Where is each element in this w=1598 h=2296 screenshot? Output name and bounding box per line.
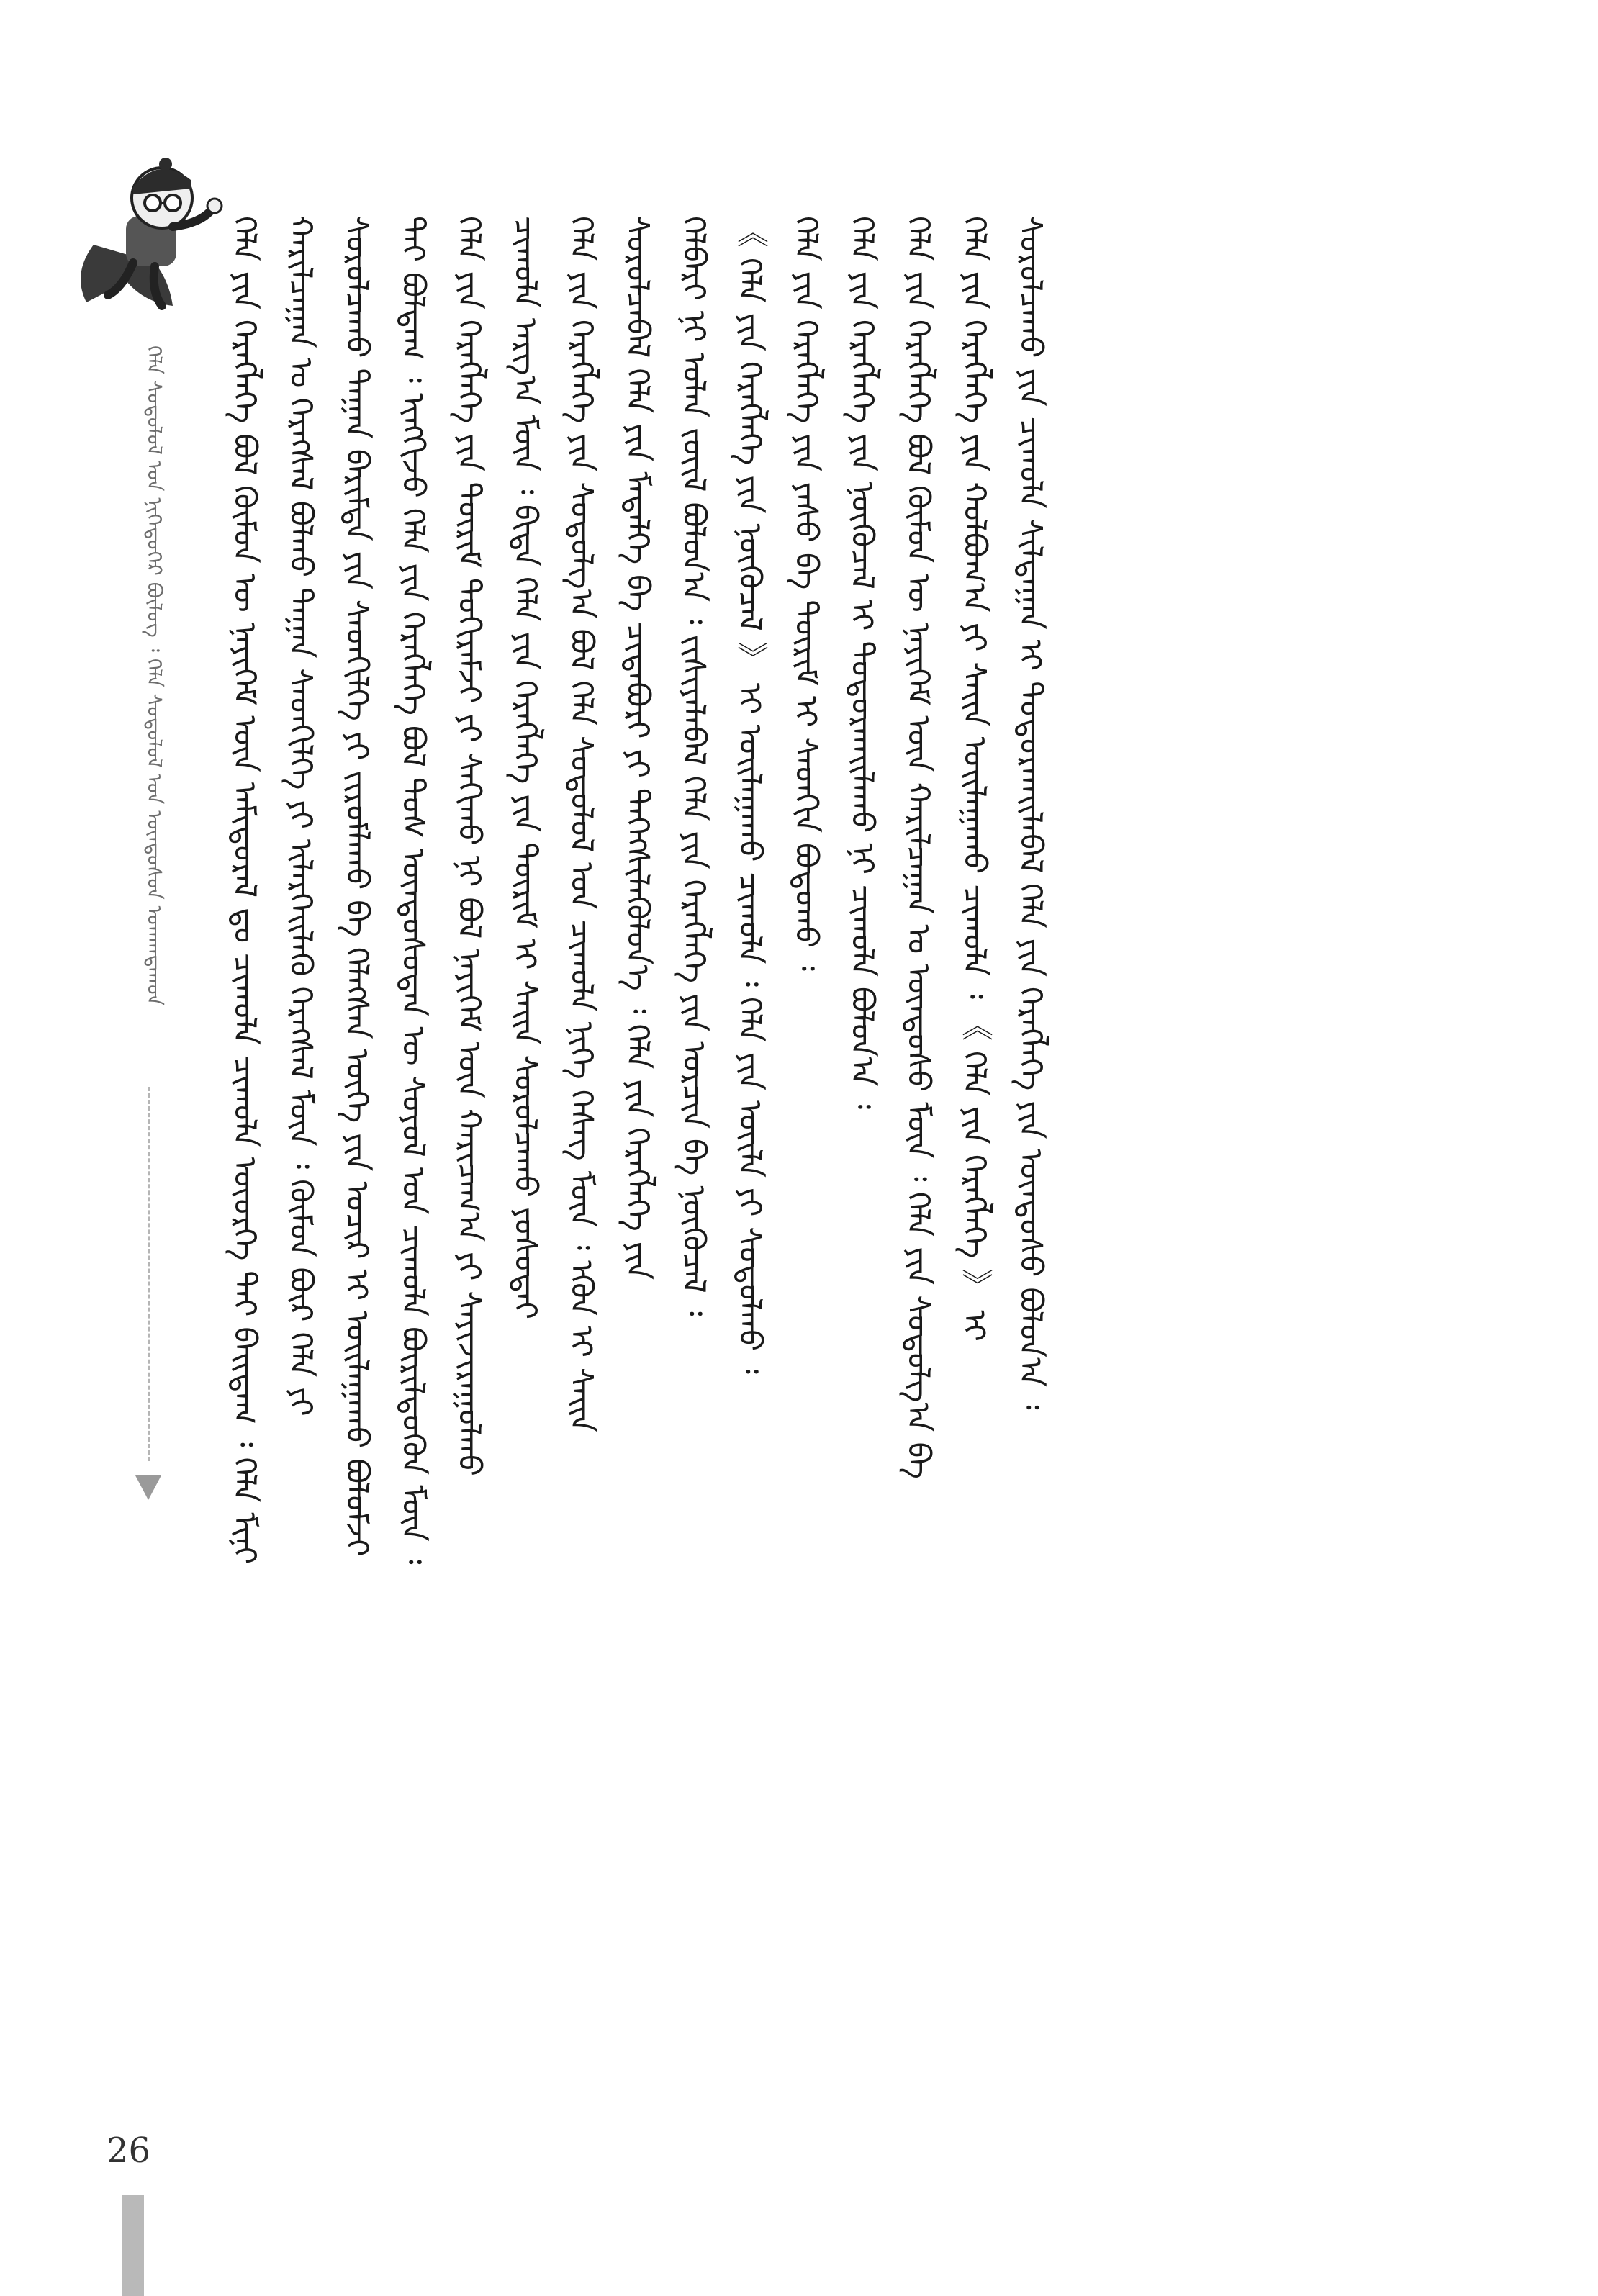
text-line: 《 ᠬᠡᠯᠡ ᠶᠢᠨ ᠬᠡᠷᠡᠭᠯᠡᠭᠡ ᠶᠢᠨ ᠨᠥᠬᠦᠴᠡᠯ 》 ᠢ ᠣᠢᠯᠠᠭᠠᠬᠤ ᠴᠢᠬᠤᠯᠠ ᠄ ᠬᠡᠯᠡ ᠶᠢᠨ ᠦᠢᠯᠡ ᠶᠢ ᠰᠤᠳᠤᠯᠬᠤ ᠄: [731, 216, 768, 1374]
dashed-divider: [148, 1087, 150, 1461]
text-line: ᠰᠤᠷᠤᠯᠴᠠᠬᠤ ᠶᠢᠨ ᠴᠢᠬᠤᠯᠠ ᠰᠢᠯᠲᠠᠭᠠᠨ ᠢ ᠲᠣᠳᠤᠷᠬᠠᠢᠯᠠᠪᠠᠯ ᠬᠡᠯᠡ ᠶᠢᠨ ᠬᠡᠷᠡᠭᠯᠡᠭᠡ ᠶᠢᠨ ᠦᠨᠳᠦᠰᠦ ᠪᠣᠯᠤᠨ᠎ᠠ ᠄: [1012, 216, 1049, 1410]
text-line: ᠬᠡᠯᠡ ᠶᠢᠨ ᠬᠡᠷᠡᠭᠯᠡᠭᠡ ᠶᠢᠨ ᠨᠥᠬᠦᠴᠡᠯ ᠢ ᠲᠣᠳᠤᠷᠬᠠᠢᠯᠠᠬᠤ ᠨᠢ ᠴᠢᠬᠤᠯᠠ ᠪᠣᠯᠤᠨ᠎ᠠ ᠄: [844, 216, 880, 1110]
text-line: ᠰᠤᠷᠤᠯᠴᠠᠬᠤ ᠳᠠᠭᠠᠨ ᠪᠠᠷᠢᠮᠲᠠ ᠶᠢᠨ ᠰᠡᠳᠬᠢᠯᠭᠡ ᠶᠢ ᠵᠢᠷᠤᠮᠯᠠᠬᠤ ᠪᠠ ᠬᠡᠯᠡᠭᠰᠡᠨ ᠦᠭᠡ ᠶᠢᠨ ᠤᠴᠢᠷ ᠢ ᠣᠢᠯᠠᠭᠠᠬᠤ ᠪᠣᠯᠤᠮᠵᠢ: [338, 216, 375, 1557]
text-line: ᠰᠤᠷᠤᠯᠴᠠᠪᠠᠯ ᠬᠡᠯᠡ ᠶᠢᠨ ᠮᠡᠳᠡᠯᠭᠡ ᠪᠠ ᠴᠢᠳᠠᠪᠤᠷᠢ ᠶᠢ ᠳᠡᠭᠡᠭᠰᠢᠯᠡᠭᠦᠯᠦᠨ᠎ᠡ ᠄ ᠬᠡᠯᠡ ᠶᠢᠨ ᠬᠡᠷᠡᠭᠯᠡᠭᠡ ᠶᠢᠨ: [619, 216, 656, 1280]
page-edge-tab: [122, 2195, 144, 2296]
text-columns: [216, 216, 1440, 2001]
body-text: [216, 216, 1440, 2001]
text-line: ᠴᠢᠬᠤᠯᠠ ᠠᠷᠭ᠎ᠠ ᠮᠥᠨ ᠄ ᠪᠢᠳᠡ ᠬᠡᠯᠡ ᠶᠢᠨ ᠬᠡᠷᠡᠭᠯᠡᠭᠡ ᠶᠢᠨ ᠳᠦᠷᠢᠮ ᠢ ᠰᠠᠢᠨ ᠰᠤᠷᠤᠯᠴᠠᠬᠤ ᠶᠣᠰᠣᠲᠠᠢ: [507, 216, 543, 1320]
text-line: ᠬᠡᠯᠡ ᠶᠢᠨ ᠬᠡᠷᠡᠭᠯᠡᠭᠡ ᠪᠣᠯ ᠬᠦᠮᠦᠨ ᠦ ᠨᠡᠶᠢᠭᠡᠮ ᠦᠨ ᠬᠠᠷᠢᠯᠴᠠᠭᠠᠨ ᠤ ᠦᠨᠳᠦᠰᠦ ᠮᠥᠨ ᠄ ᠬᠡᠯᠡ ᠶᠢᠨ ᠰᠤᠳᠤᠯᠭ᠎ᠠ ᠪᠠ: [900, 216, 936, 1480]
text-line: ᠲᠡᠢ ᠪᠣᠯᠳᠠᠭ ᠄ ᠢᠩᠭᠢᠵᠦ ᠬᠡᠯᠡ ᠶᠢᠨ ᠬᠡᠷᠡᠭᠯᠡᠭᠡ ᠪᠣᠯ ᠲᠤᠰ ᠦᠨᠳᠦᠰᠦᠲᠡᠨ ᠦ ᠰᠣᠶᠣᠯ ᠤᠨ ᠴᠢᠬᠤᠯᠠ ᠪᠦᠷᠢᠯᠳᠦᠬᠦᠨ ᠮᠥᠨ ᠄: [394, 216, 431, 1565]
text-line: ᠬᠡᠯᠡ ᠶᠢᠨ ᠬᠡᠷᠡᠭᠯᠡᠭᠡ ᠶᠢᠨ ᠬᠣᠯᠪᠣᠭ᠎ᠠ ᠶᠢ ᠰᠠᠢᠨ ᠣᠢᠯᠠᠭᠠᠬᠤ ᠴᠢᠬᠤᠯᠠ ᠄ 《 ᠬᠡᠯᠡ ᠶᠢᠨ ᠬᠡᠷᠡᠭᠯᠡᠭᠡ 》 ᠢ: [956, 216, 993, 1342]
running-header: ᠬᠡᠯᠡ ᠰᠤᠳᠤᠯᠤᠯ ᠤᠨ ᠨᠢᠭᠡᠳᠦᠭᠡᠷ ᠪᠦᠯᠦᠭ ᠄ ᠬᠡᠯᠡ ᠰᠤᠳᠤᠯᠤᠯ ᠤᠨ ᠦᠨᠳᠦᠰᠦᠨ ᠤᠬᠠᠭᠳᠠᠬᠤᠨ: [143, 345, 166, 1006]
text-line: ᠬᠡᠯᠡ ᠶᠢᠨ ᠬᠡᠷᠡᠭᠯᠡᠭᠡ ᠶᠢᠨ ᠶᠠᠰᠤ ᠪᠠ ᠳᠦᠷᠢᠮ ᠢ ᠰᠡᠳᠬᠢᠨ ᠪᠣᠳᠤᠬᠤ ᠄: [787, 216, 824, 971]
mascot-illustration-icon: [65, 137, 238, 324]
text-line: ᠬᠡᠯᠡ ᠶᠢᠨ ᠬᠡᠷᠡᠭᠯᠡᠭᠡ ᠶᠢᠨ ᠳᠦᠷᠢᠮ ᠲᠣᠬᠢᠷᠠᠮᠵᠢ ᠶᠢ ᠰᠠᠬᠢᠬᠤ ᠨᠢ ᠪᠣᠯ ᠨᠡᠶᠢᠭᠡᠮ ᠦᠨ ᠬᠠᠷᠢᠴᠠᠭ᠎ᠠ ᠶᠢ ᠰᠠᠶᠢᠵᠢᠷᠠᠭᠤᠯᠬᠤ: [451, 216, 487, 1476]
triangle-marker-icon: [135, 1475, 161, 1500]
text-line: ᠬᠠᠷᠢᠯᠴᠠᠭᠠᠨ ᠤ ᠬᠡᠷᠡᠭᠰᠡᠯ ᠪᠣᠯᠬᠤ ᠳᠠᠭᠠᠨ ᠰᠡᠳᠬᠢᠯᠭᠡ ᠶᠢ ᠢᠯᠡᠷᠬᠡᠢᠯᠡᠬᠦ ᠬᠡᠷᠡᠭᠰᠡᠯ ᠮᠥᠨ ᠄ ᠬᠦᠮᠦᠨ ᠪᠦᠷ ᠬᠡᠯᠡ ᠶᠢ: [282, 216, 319, 1416]
text-line: ᠬᠡᠯᠡ ᠶᠢᠨ ᠬᠡᠷᠡᠭᠯᠡᠭᠡ ᠶᠢᠨ ᠰᠤᠳᠤᠯᠭ᠎ᠠ ᠪᠣᠯ ᠬᠡᠯᠡ ᠰᠤᠳᠤᠯᠤᠯ ᠤᠨ ᠴᠢᠬᠤᠯᠠ ᠨᠢᠭᠡ ᠬᠡᠰᠡᠭ ᠮᠥᠨ ᠄ ᠡᠭᠦᠨ ᠢ ᠰᠠᠢᠨ: [563, 216, 600, 1433]
page-number: 26: [107, 2130, 151, 2171]
left-gutter: [94, 137, 180, 2267]
text-line: ᠬᠡᠯᠪᠡᠷᠢ ᠨᠢ ᠣᠯᠠᠨ ᠵᠦᠢᠯ ᠪᠣᠯᠤᠨ᠎ᠠ ᠄ ᠵᠢᠱᠢᠶᠡᠯᠡᠪᠡᠯ ᠬᠡᠯᠡ ᠶᠢᠨ ᠬᠡᠷᠡᠭᠯᠡᠭᠡ ᠶᠢᠨ ᠣᠷᠴᠢᠨ ᠪᠠ ᠨᠥᠬᠦᠴᠡᠯ ᠄: [675, 216, 712, 1316]
text-line: ᠬᠡᠯᠡ ᠶᠢᠨ ᠬᠡᠷᠡᠭᠯᠡᠭᠡ ᠪᠣᠯ ᠬᠦᠮᠦᠨ ᠦ ᠨᠡᠶᠢᠭᠡᠮ ᠦᠨ ᠠᠮᠢᠳᠤᠷᠠᠯ ᠳᠤ ᠴᠢᠬᠤᠯᠠ ᠴᠢᠬᠤᠯᠠ ᠦᠦᠷᠭᠡ ᠲᠠᠢ ᠪᠠᠢᠳᠠᠭ ᠄ ᠬᠡᠯᠡ ᠮᠢᠨᠢ: [226, 216, 263, 1565]
